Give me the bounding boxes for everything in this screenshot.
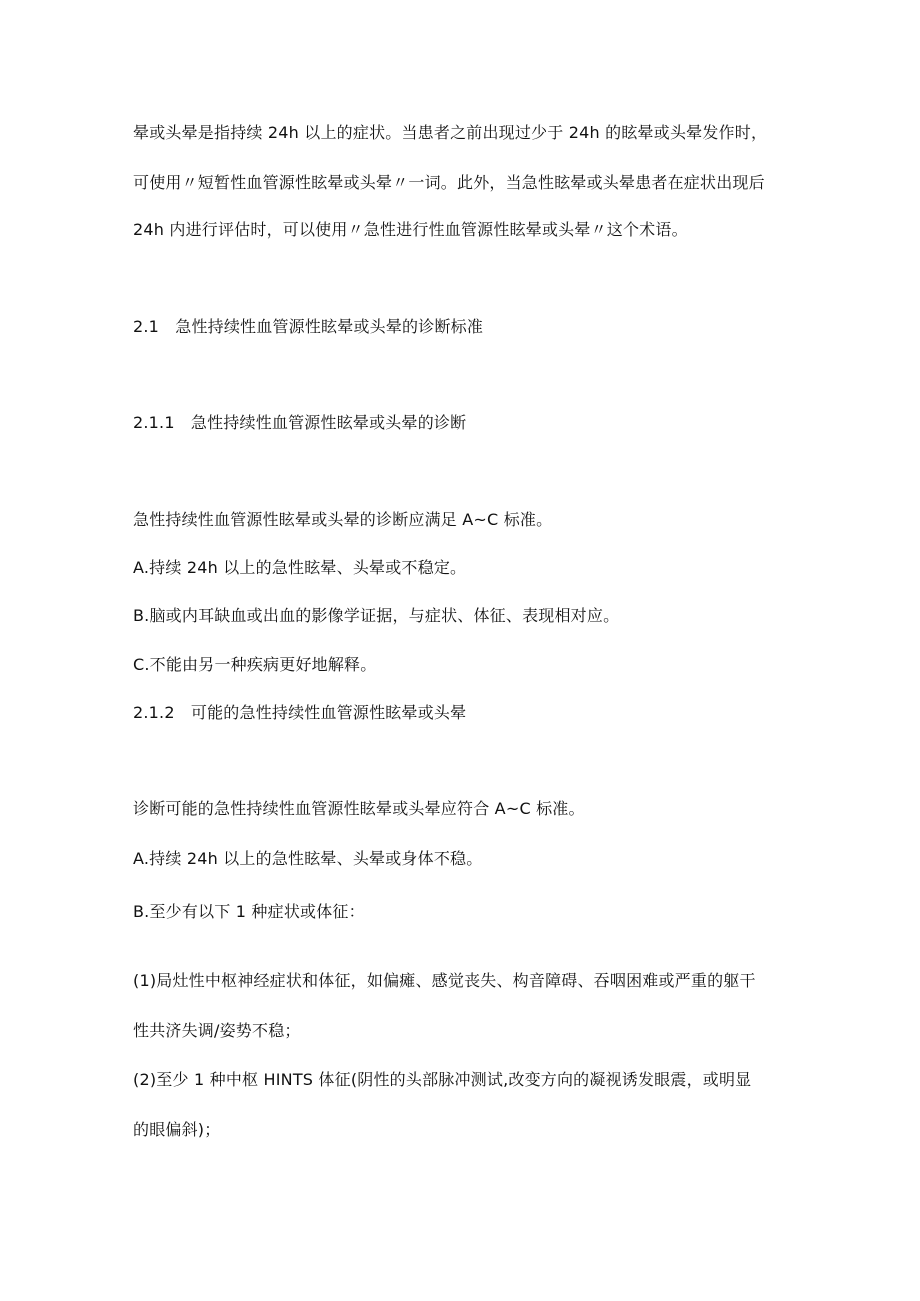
section-heading-2-1-2: 2.1.2 可能的急性持续性血管源性眩晕或头晕 (133, 703, 467, 722)
sub-item-1-line-2: 性共济失调/姿势不稳； (133, 1021, 301, 1040)
intro-line-2: 可使用〃短暂性血管源性眩晕或头晕〃一词。此外，当急性眩晕或头晕患者在症状出现后 (133, 173, 765, 192)
criterion-a-2-1-1: A.持续 24h 以上的急性眩晕、头晕或不稳定。 (133, 558, 467, 577)
sub-item-2-line-2: 的眼偏斜)； (133, 1120, 221, 1139)
criterion-b-2-1-1: B.脑或内耳缺血或出血的影像学证据，与症状、体征、表现相对应。 (133, 606, 620, 625)
criterion-a-2-1-2: A.持续 24h 以上的急性眩晕、头晕或身体不稳。 (133, 849, 483, 868)
criterion-c-2-1-1: C.不能由另一种疾病更好地解释。 (133, 655, 377, 674)
criterion-b-2-1-2: B.至少有以下 1 种症状或体征： (133, 902, 365, 921)
intro-line-1: 晕或头晕是指持续 24h 以上的症状。当患者之前出现过少于 24h 的眩晕或头晕发作时， (133, 123, 768, 142)
criteria-lead-2-1-2: 诊断可能的急性持续性血管源性眩晕或头晕应符合 A~C 标准。 (133, 799, 585, 818)
criteria-lead-2-1-1: 急性持续性血管源性眩晕或头晕的诊断应满足 A~C 标准。 (133, 510, 553, 529)
sub-item-2-line-1: (2)至少 1 种中枢 HINTS 体征(阴性的头部脉冲测试,改变方向的凝视诱发眼震，或明显 (133, 1070, 752, 1089)
section-heading-2-1: 2.1 急性持续性血管源性眩晕或头晕的诊断标准 (133, 317, 484, 336)
intro-line-3: 24h 内进行评估时，可以使用〃急性进行性血管源性眩晕或头晕〃这个术语。 (133, 220, 688, 239)
section-heading-2-1-1: 2.1.1 急性持续性血管源性眩晕或头晕的诊断 (133, 413, 467, 432)
sub-item-1-line-1: (1)局灶性中枢神经症状和体征，如偏瘫、感觉丧失、构音障碍、吞咽困难或严重的躯干 (133, 971, 756, 990)
